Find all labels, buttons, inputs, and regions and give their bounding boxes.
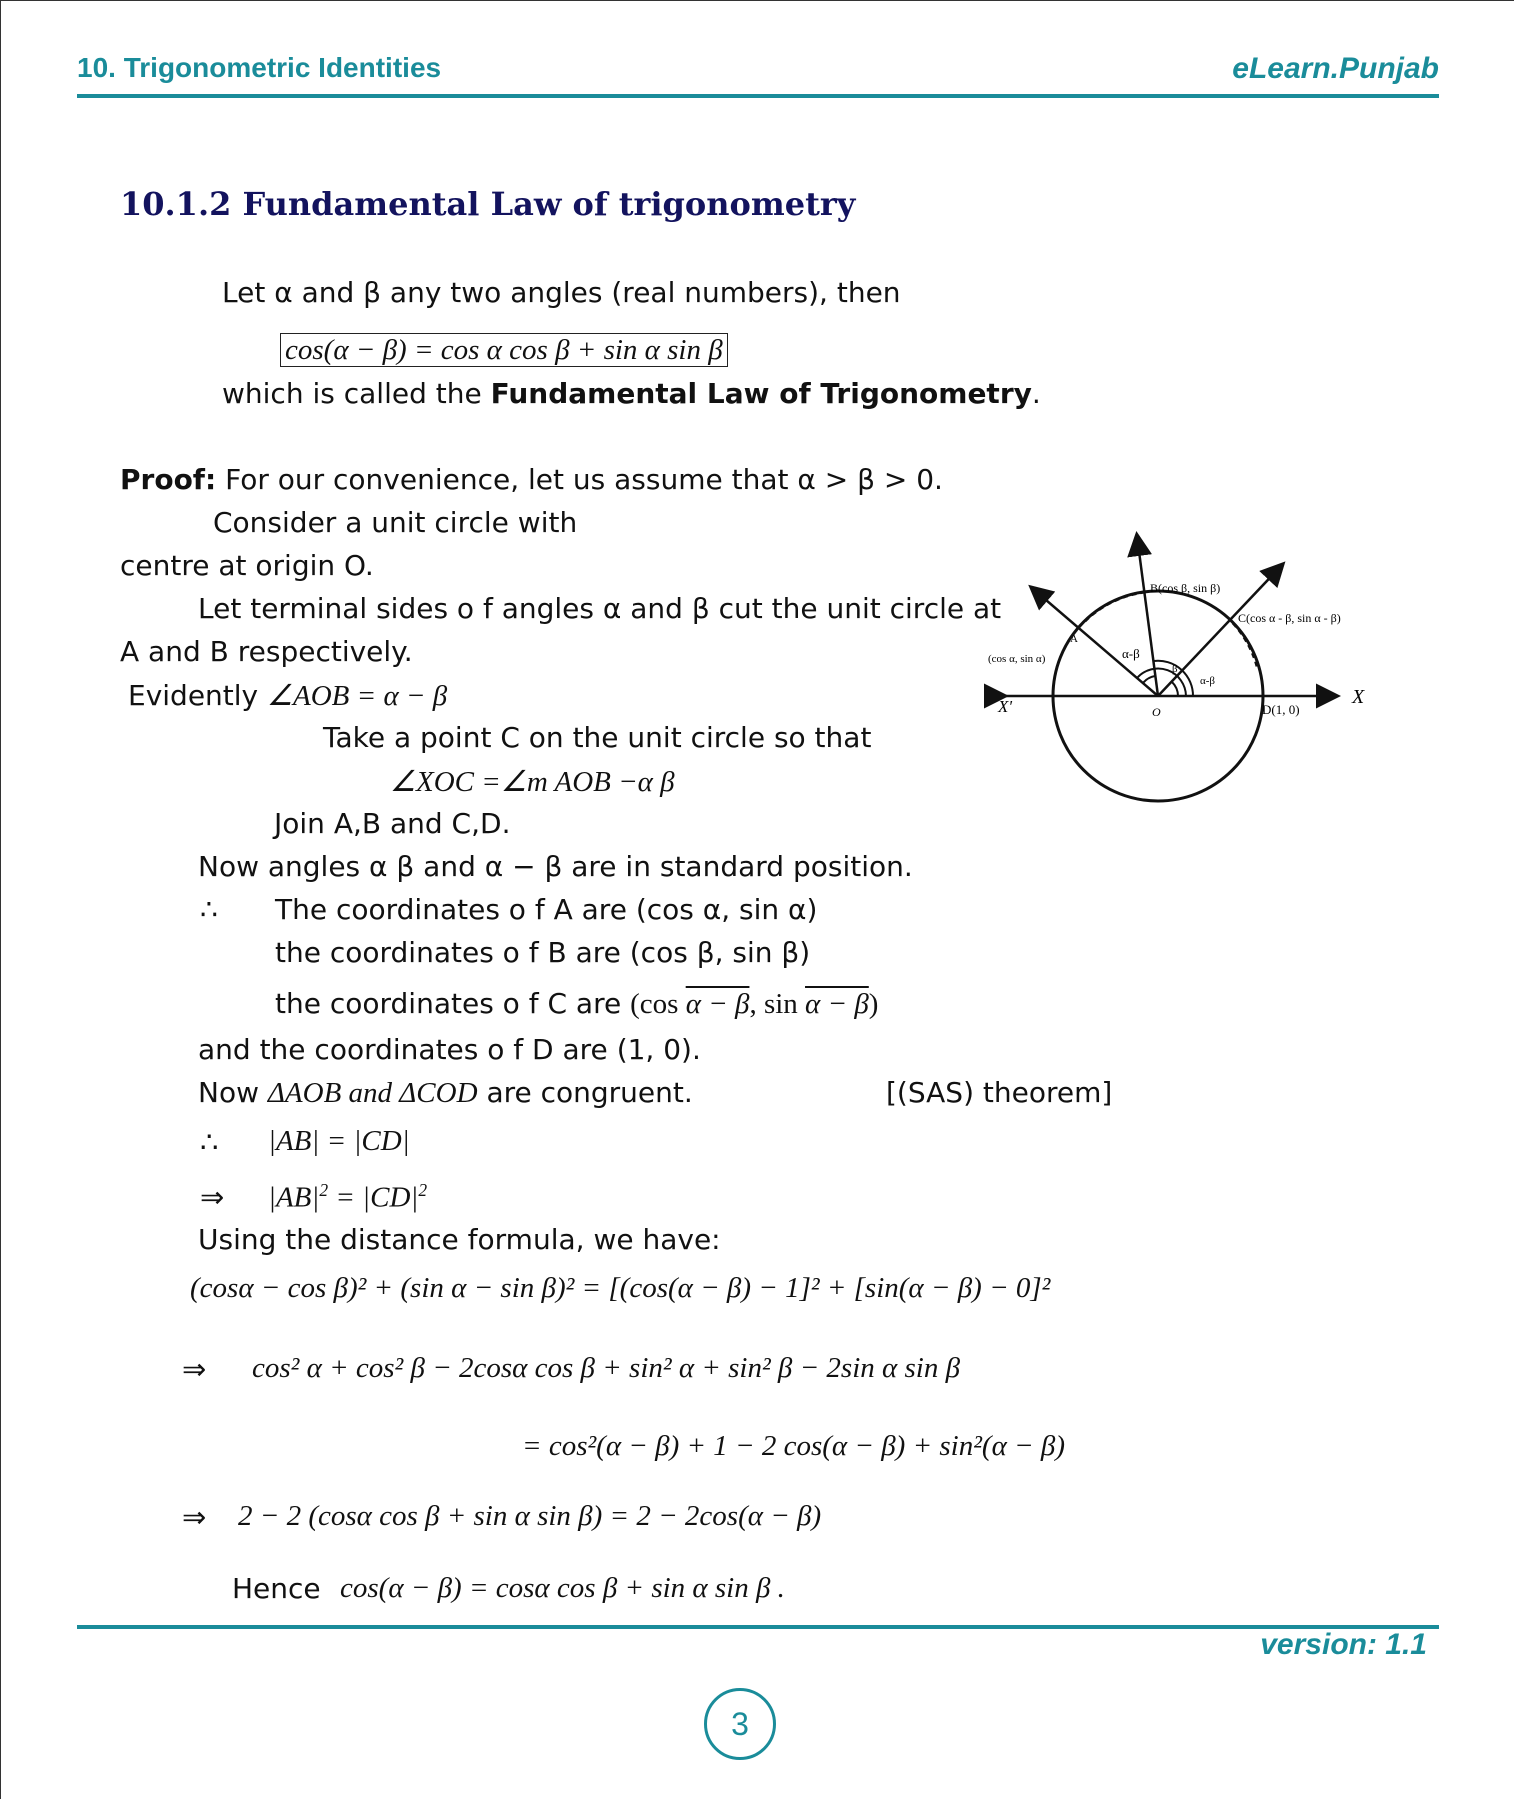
therefore-symbol-2: ∴ bbox=[200, 1127, 219, 1159]
proof-line-5: A and B respectively. bbox=[120, 635, 413, 668]
proof-line-10: Now angles α β and α − β are in standard position. bbox=[198, 850, 913, 883]
coords-d: and the coordinates o f D are (1, 0). bbox=[198, 1033, 701, 1066]
proof-label: Proof: bbox=[120, 463, 217, 496]
implies-symbol-3: ⇒ bbox=[182, 1502, 207, 1534]
proof-line-9: Join A,B and C,D. bbox=[274, 807, 511, 840]
angle-arc-2 bbox=[1172, 682, 1178, 696]
ray-ob bbox=[1137, 536, 1158, 696]
header-rule bbox=[77, 94, 1439, 98]
arc-cd bbox=[1233, 623, 1258, 670]
footer-rule bbox=[77, 1625, 1439, 1629]
expanded-rhs: = cos²(α − β) + 1 − 2 cos(α − β) + sin²(α − β) bbox=[522, 1430, 1065, 1462]
arc-ab bbox=[1085, 592, 1145, 621]
label-b: B(cos β, sin β) bbox=[1150, 581, 1221, 595]
called-line: which is called the Fundamental Law of Trigonometry. bbox=[222, 377, 1041, 410]
section-title: 10.1.2 Fundamental Law of trigonometry bbox=[120, 185, 856, 223]
proof-line-3: centre at origin O. bbox=[120, 549, 374, 582]
proof-line-1: Proof: For our convenience, let us assume that α > β > 0. bbox=[120, 463, 943, 496]
therefore-symbol: ∴ bbox=[200, 893, 218, 926]
unit-circle-diagram bbox=[980, 520, 1400, 810]
label-alpha-minus-beta-2: α-β bbox=[1200, 675, 1216, 687]
chapter-title: 10. Trigonometric Identities bbox=[77, 52, 442, 83]
implies-symbol: ⇒ bbox=[200, 1182, 225, 1214]
label-o: O bbox=[1152, 705, 1161, 719]
angle-arc-1 bbox=[1143, 676, 1155, 683]
equation-ab-cd-squared: $|AB|^2 = |CD|^2$ bbox=[268, 1180, 428, 1214]
coords-a: The coordinates o f A are (cos α, sin α) bbox=[275, 893, 818, 926]
version-label: version: 1.1 bbox=[1260, 1628, 1427, 1661]
law-name: Fundamental Law of Trigonometry bbox=[490, 377, 1032, 410]
proof-line-6: Evidently ∠AOB = α − β bbox=[128, 679, 448, 712]
equation-ab-cd: |AB| = |CD| bbox=[268, 1125, 410, 1157]
coords-c: the coordinates o f C are (cos α − β, sin α − β) bbox=[275, 987, 879, 1020]
proof-line-7: Take a point C on the unit circle so that bbox=[323, 721, 872, 754]
label-beta: β bbox=[1172, 663, 1178, 675]
proof-line-2: Consider a unit circle with bbox=[213, 506, 578, 539]
simplified-equation: 2 − 2 (cosα cos β + sin α sin β) = 2 − 2cos(α − β) bbox=[238, 1500, 822, 1532]
page-number: 3 bbox=[704, 1688, 776, 1760]
coords-b: the coordinates o f B are (cos β, sin β) bbox=[275, 936, 811, 969]
label-x-prime: X' bbox=[998, 697, 1013, 716]
label-a-point: A bbox=[1070, 633, 1078, 645]
label-a: (cos α, sin α) bbox=[988, 653, 1046, 665]
boxed-formula: cos(α − β) = cos α cos β + sin α sin β bbox=[280, 334, 728, 367]
ray-oa bbox=[1032, 588, 1158, 696]
label-d: D(1, 0) bbox=[1262, 702, 1300, 717]
distance-equation: (cosα − cos β)² + (sin α − sin β)² = [(cos(α − β) − 1]² + [sin(α − β) − 0]² bbox=[190, 1272, 1051, 1304]
intro-line: Let α and β any two angles (real numbers), then bbox=[222, 276, 901, 309]
label-x: X bbox=[1352, 686, 1365, 708]
angle-xoc-equation: ∠XOC =∠m AOB −α β bbox=[390, 766, 675, 798]
congruent-line: Now ΔAOB and ΔCOD are congruent. bbox=[198, 1076, 693, 1109]
hence-label: Hence bbox=[232, 1572, 321, 1605]
brand-label: eLearn.Punjab bbox=[1232, 52, 1439, 85]
expanded-equation: cos² α + cos² β − 2cosα cos β + sin² α + sin² β − 2sin α sin β bbox=[252, 1352, 961, 1384]
proof-line-4: Let terminal sides o f angles α and β cut the unit circle at bbox=[198, 592, 1002, 625]
implies-symbol-2: ⇒ bbox=[182, 1354, 207, 1386]
sas-reason: [(SAS) theorem] bbox=[886, 1076, 1113, 1109]
final-result: cos(α − β) = cosα cos β + sin α sin β . bbox=[340, 1572, 785, 1604]
label-alpha-minus-beta: α-β bbox=[1122, 646, 1140, 661]
label-c: C(cos α - β, sin α - β) bbox=[1238, 611, 1341, 625]
distance-formula-line: Using the distance formula, we have: bbox=[198, 1223, 721, 1256]
